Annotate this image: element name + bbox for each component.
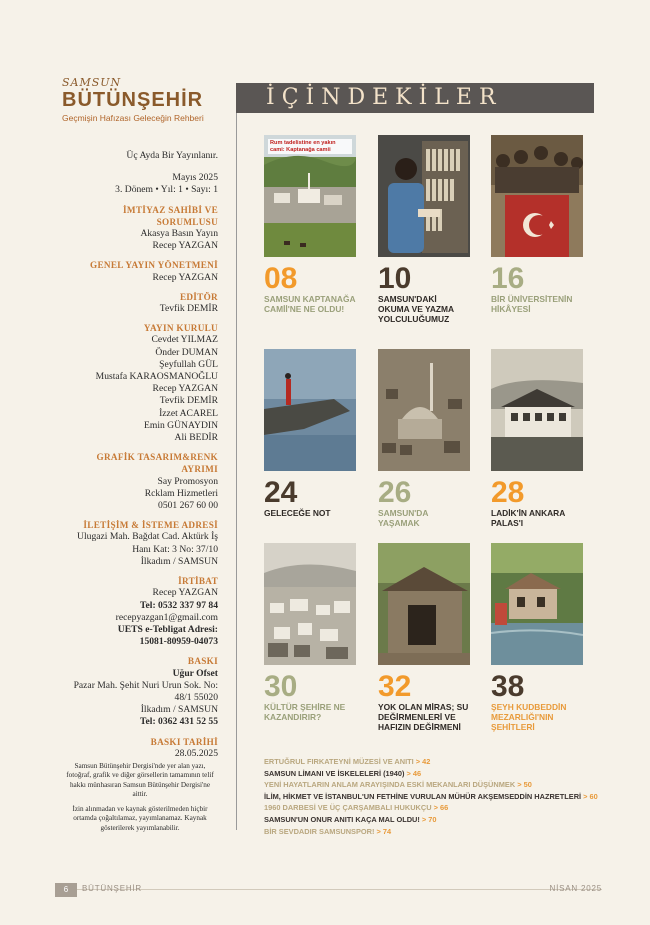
article-page-number: 16 [491,262,525,295]
article-title: LADİK'İN ANKARA PALAS'I [491,508,565,528]
article-photo [264,349,356,471]
article-card[interactable] [491,543,583,732]
article-photo [378,543,470,665]
list-item-title: SAMSUN LİMANI VE İSKELELERİ (1940) [264,768,405,778]
list-item[interactable] [264,779,614,791]
logo-title: BÜTÜNŞEHİR [62,89,204,111]
list-item-page: > 60 [583,791,598,801]
article-card[interactable] [491,349,583,529]
copyright-note [62,762,218,833]
printer-line: İlkadım / SAMSUN [140,704,218,716]
article-card[interactable] [491,135,583,315]
print-heading: BASKI [187,656,218,667]
article-photo [264,135,356,257]
article-photo [491,543,583,665]
address-line: İlkadım / SAMSUN [140,555,218,567]
board-member: Mustafa KARAOSMANOĞLU [95,371,218,383]
board-member: İzzet ACAREL [159,407,218,419]
design-line: Say Promosyon [157,475,218,487]
article-card[interactable] [378,349,470,529]
owner-line: Recep YAZGAN [152,240,218,252]
article-card[interactable] [264,349,356,519]
article-photo [491,349,583,471]
list-item-title: BİR SEVDADIR SAMSUNSPOR! [264,826,375,836]
page-title: İÇİNDEKİLER [266,85,503,110]
logo-tagline: Geçmişin Hafızası Geleceğin Rehberi [62,113,204,123]
board-member: Cevdet YILMAZ [151,334,218,346]
general-manager-heading: GENEL YAYIN YÖNETMENİ [90,260,218,271]
masthead [60,150,218,760]
list-item-title: ERTUĞRUL FIRKATEYNİ MÜZESİ VE ANITI [264,757,414,766]
list-item-title: 1960 DARBESİ VE ÜÇ ÇARŞAMBALI HUKUKÇU [264,803,432,813]
more-articles-list [264,756,614,837]
article-page-number: 28 [491,476,525,509]
printer-name: Uğur Ofset [172,667,218,679]
list-item[interactable] [264,791,614,803]
design-line: Rcklam Hizmetleri [144,487,218,499]
article-page-number: 10 [378,262,412,295]
list-item-page: > 70 [421,814,437,824]
column-divider [236,88,237,830]
issue-number: 3. Dönem • Yıl: 1 • Sayı: 1 [115,184,218,196]
article-photo [378,135,470,257]
contact-heading: İRTİBAT [178,576,218,587]
contact-uets-value: 15081-80959-04073 [139,636,218,648]
frequency-text: Üç Ayda Bir Yayınlanır. [126,150,218,161]
address-line: Ulugazi Mah. Bağdat Cad. Aktürk İş [77,531,218,543]
board-member: Recep YAZGAN [152,383,218,395]
list-item-page: > 50 [517,780,532,790]
copyright-paragraph: Samsun Bütünşehir Dergisi'nde yer alan yazı, fotoğraf, grafik ve diğer görsellerin tamamının telif hakkı münhasıran Samsun Bütünşehir Dergisi'ne aittir. [66,762,214,798]
printer-phone: Tel: 0362 431 52 55 [140,716,218,728]
article-page-number: 08 [264,262,298,295]
list-item[interactable] [264,802,614,814]
article-page-number: 24 [264,476,298,509]
photo-label: Rum tadelistine en yakın cami: Kaptanağa camii [268,139,352,154]
article-title: GELECEĞE NOT [264,508,331,518]
address-heading: İLETİŞİM & İSTEME ADRESİ [83,520,218,531]
article-page-number: 32 [378,670,412,703]
general-manager-name: Recep YAZGAN [152,271,218,283]
article-title: KÜLTÜR ŞEHİRE NE KAZANDIRIR? [264,702,346,722]
article-title: BİR ÜNİVERSİTENİN HİKÂYESİ [491,294,573,314]
list-item-page: > 42 [415,757,431,766]
article-page-number: 30 [264,670,298,703]
article-title: SAMSUN'DA YAŞAMAK [378,508,429,528]
editor-name: Tevfik DEMİR [159,303,218,315]
article-page-number: 38 [491,670,525,703]
article-card[interactable] [378,543,470,732]
list-item[interactable] [264,768,614,780]
board-member: Emin GÜNAYDIN [144,419,218,431]
list-item-page: > 74 [376,826,392,836]
print-date-heading: BASKI TARİHİ [150,736,218,747]
article-title: SAMSUN'DAKİ OKUMA VE YAZMA YOLCULUĞUMUZ [378,294,454,324]
article-card[interactable] [378,135,470,324]
article-title: SAMSUN KAPTANAĞA CAMİİ'NE NE OLDU! [264,294,356,314]
article-photo [491,135,583,257]
list-item-title: SAMSUN'UN ONUR ANITI KAÇA MAL OLDU! [264,814,420,824]
article-card[interactable] [264,543,356,723]
logo-city: SAMSUN [62,76,122,89]
list-item[interactable] [264,814,614,826]
footer-date: NİSAN 2025 [549,884,602,893]
print-date: 28.05.2025 [174,747,218,759]
list-item-page: > 66 [433,803,449,813]
article-page-number: 26 [378,476,412,509]
article-title: ŞEYH KUDBEDDİN MEZARLIĞI'NIN ŞEHİTLERİ [491,702,567,732]
board-member: Ali BEDİR [174,432,218,444]
list-item[interactable] [264,826,614,838]
board-heading: YAYIN KURULU [143,323,218,334]
editor-heading: EDİTÖR [179,291,218,302]
design-line: 0501 267 60 00 [158,500,218,512]
owner-line: Akasya Basın Yayın [140,228,218,240]
address-line: Hanı Kat: 3 No: 37/10 [132,543,218,555]
article-title: YOK OLAN MİRAS; SU DEĞİRMENLERİ VE HAFIZIN DEĞİRMENİ [378,702,469,732]
list-item[interactable] [264,756,614,768]
footer-publication: BÜTÜNŞEHİR [82,884,143,893]
design-heading: GRAFİK TASARIM&RENK AYRIMI [96,452,218,475]
issue-date: Mayıs 2025 [172,172,218,184]
printer-line: Pazar Mah. Şehit Nuri Urun Sok. No: [73,679,218,691]
article-card[interactable] [264,135,356,315]
copyright-paragraph: İzin alınmadan ve kaynak gösterilmeden hiçbir ortamda çoğaltılamaz, yayımlanamaz. Kaynak gösterilerek yayımlanabilir. [72,805,208,832]
list-item-page: > 46 [406,768,422,778]
owner-heading: İMTİYAZ SAHİBİ VE SORUMLUSU [123,204,218,227]
contact-uets-label: UETS e-Tebligat Adresi: [117,623,218,635]
printer-line: 48/1 55020 [174,691,218,703]
list-item-title: YENİ HAYATLARIN ANLAM ARAYIŞINDA ESKİ MEKANLARI DÜŞÜNMEK [264,780,516,790]
list-item-title: İLİM, HİKMET VE İSTANBUL'UN FETHİNE VURULAN MÜHÜR AKŞEMSEDDİN HAZRETLERİ [264,791,582,801]
footer-divider [62,889,602,890]
page-number: 6 [55,883,77,897]
contact-phone: Tel: 0532 337 97 84 [140,599,218,611]
board-member: Tevfik DEMİR [159,395,218,407]
contact-line: Recep YAZGAN [152,587,218,599]
board-member: Önder DUMAN [155,346,218,358]
magazine-logo [62,76,222,123]
article-photo [378,349,470,471]
contact-email: recepyazgan1@gmail.com [115,611,218,623]
board-member: Şeyfullah GÜL [159,358,218,370]
article-photo [264,543,356,665]
